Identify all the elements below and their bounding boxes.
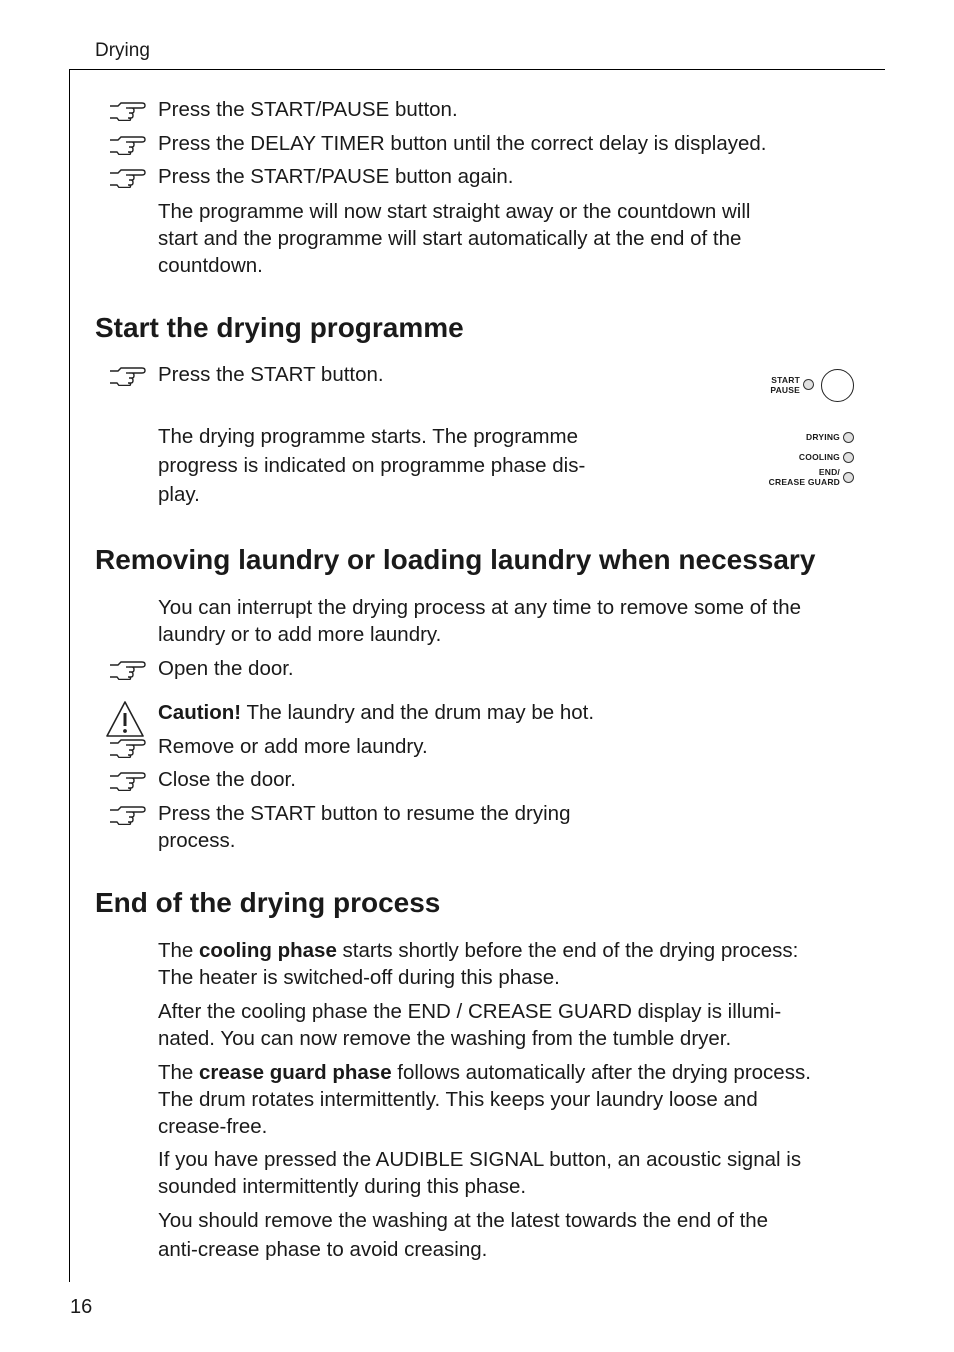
margin-rule [69, 69, 70, 1282]
cooling-paragraph-line: The cooling phase starts shortly before the end of the drying process: [158, 939, 799, 962]
remove-intro-line: You can interrupt the drying process at any time to remove some of the [158, 596, 802, 619]
start-note-line: play. [158, 483, 200, 506]
cooling-paragraph-line: The heater is switched-off during this phase. [158, 966, 560, 989]
cooling-led-icon [843, 452, 854, 463]
pointing-hand-icon [108, 658, 146, 680]
audible-signal-paragraph-line: sounded intermittently during this phase. [158, 1175, 527, 1198]
crease-guard-paragraph-line: The drum rotates intermittently. This keeps your laundry loose and [158, 1088, 758, 1111]
delay-note-line: start and the programme will start automatically at the end of the [158, 227, 742, 250]
pointing-hand-icon [108, 133, 146, 155]
cooling-phase-label: COOLING [798, 452, 840, 462]
crease-guard-paragraph-line: The crease guard phase follows automatically after the drying process. [158, 1061, 811, 1084]
warning-triangle-icon [104, 699, 146, 739]
caution-note [158, 699, 594, 726]
heading-end-of-drying: End of the drying process [95, 887, 441, 918]
start-pause-label: START PAUSE [770, 375, 800, 395]
end-crease-guard-label: END/ CREASE GUARD [768, 467, 840, 487]
remove-intro-line: laundry or to add more laundry. [158, 623, 442, 646]
pointing-hand-icon [108, 166, 146, 188]
header-rule [69, 69, 885, 70]
end-crease-guard-led-icon [843, 472, 854, 483]
heading-removing-laundry: Removing laundry or loading laundry when necessary [95, 544, 816, 575]
step-open-door: Open the door. [158, 657, 294, 680]
step-press-start-pause: Press the START/PAUSE button. [158, 98, 458, 121]
caution-text: The laundry and the drum may be hot. [241, 701, 595, 724]
crease-guard-phase-term: crease guard phase [199, 1061, 392, 1084]
remove-washing-paragraph-line: anti-crease phase to avoid creasing. [158, 1238, 488, 1261]
heading-start-drying: Start the drying programme [95, 312, 464, 343]
step-resume-drying-cont: process. [158, 829, 236, 852]
end-display-paragraph-line: nated. You can now remove the washing from the tumble dryer. [158, 1027, 732, 1050]
end-display-paragraph-line: After the cooling phase the END / CREASE GUARD display is illumi- [158, 1000, 782, 1023]
step-resume-drying: Press the START button to resume the drying [158, 802, 571, 825]
start-pause-knob-icon [821, 369, 854, 402]
step-press-start: Press the START button. [158, 363, 384, 386]
start-note-line: progress is indicated on programme phase dis- [158, 454, 586, 477]
pointing-hand-icon [108, 364, 146, 386]
pointing-hand-icon [108, 736, 146, 758]
delay-note-line: countdown. [158, 254, 263, 277]
start-note-line: The drying programme starts. The programme [158, 425, 579, 448]
caution-label: Caution! [158, 701, 242, 724]
step-press-start-pause-again: Press the START/PAUSE button again. [158, 165, 514, 188]
delay-note-line: The programme will now start straight away or the countdown will [158, 200, 751, 223]
audible-signal-paragraph-line: If you have pressed the AUDIBLE SIGNAL button, an acoustic signal is [158, 1148, 802, 1171]
start-pause-led-icon [803, 379, 814, 390]
step-press-delay-timer: Press the DELAY TIMER button until the correct delay is displayed. [158, 132, 767, 155]
pointing-hand-icon [108, 769, 146, 791]
pointing-hand-icon [108, 99, 146, 121]
crease-guard-paragraph-line: crease-free. [158, 1115, 268, 1138]
drying-phase-label: DRYING [806, 432, 840, 442]
drying-led-icon [843, 432, 854, 443]
section-label: Drying [95, 40, 150, 61]
step-remove-add-laundry: Remove or add more laundry. [158, 735, 428, 758]
pointing-hand-icon [108, 803, 146, 825]
cooling-phase-term: cooling phase [199, 939, 337, 962]
remove-washing-paragraph-line: You should remove the washing at the latest towards the end of the [158, 1209, 769, 1232]
page-number: 16 [70, 1296, 93, 1318]
step-close-door: Close the door. [158, 768, 296, 791]
